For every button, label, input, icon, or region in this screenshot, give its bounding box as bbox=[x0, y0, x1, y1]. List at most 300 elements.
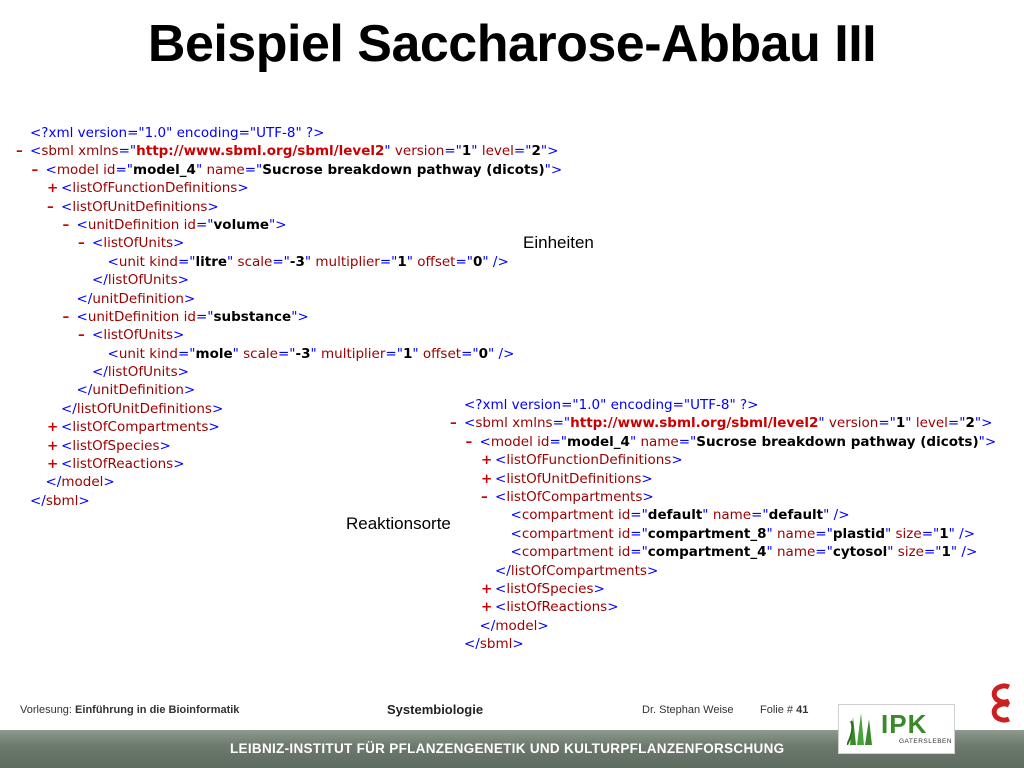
slide-title: Beispiel Saccharose-Abbau III bbox=[147, 15, 877, 73]
xml-token-tag: listOfCompartments bbox=[506, 488, 643, 505]
xml-token-tag: listOfCompartments bbox=[72, 419, 209, 436]
xml-token-sym: > bbox=[159, 437, 171, 454]
xml-token-url: http://www.sbml.org/sbml/level2 bbox=[570, 415, 819, 432]
xml-token-sym: =" bbox=[878, 415, 896, 432]
xml-line-text bbox=[495, 488, 654, 506]
xml-line bbox=[448, 580, 1018, 598]
xml-token-val: default bbox=[647, 507, 703, 524]
expand-toggle[interactable]: + bbox=[47, 180, 59, 197]
lecture-title: Einführung in die Bioinformatik bbox=[75, 704, 240, 716]
xml-token-tag: unitDefinition bbox=[87, 216, 184, 233]
xml-token-tag: listOfFunctionDefinitions bbox=[72, 180, 238, 197]
xml-token-val: Sucrose breakdown pathway (dicots) bbox=[696, 433, 979, 450]
xml-token-sym: </ bbox=[76, 290, 93, 307]
xml-token-val: compartment_8 bbox=[647, 525, 767, 542]
xml-token-sym: < bbox=[495, 452, 507, 469]
xml-line-text bbox=[77, 216, 287, 234]
xml-token-sym: =" bbox=[115, 161, 133, 178]
xml-token-sym: > bbox=[646, 562, 659, 579]
xml-token-val: 1 bbox=[402, 345, 413, 362]
xml-token-sym: </ bbox=[45, 474, 62, 491]
folie-prefix: Folie # bbox=[760, 704, 797, 716]
expand-toggle[interactable]: + bbox=[47, 437, 59, 454]
xml-token-tag: listOfUnits bbox=[103, 327, 174, 344]
xml-token-val: 1 bbox=[939, 525, 949, 542]
xml-token-val: model_4 bbox=[567, 433, 630, 450]
collapse-toggle[interactable]: – bbox=[31, 161, 39, 178]
xml-token-tag: listOfUnitDefinitions bbox=[76, 400, 212, 417]
xml-token-sym: < bbox=[45, 161, 57, 178]
xml-token-sym: =" bbox=[379, 253, 398, 270]
xml-token-attr: kind bbox=[149, 345, 178, 362]
expand-toggle[interactable]: + bbox=[481, 452, 493, 469]
xml-token-val: -3 bbox=[289, 253, 305, 270]
xml-token-attr: size bbox=[895, 525, 922, 542]
xml-line-text bbox=[480, 433, 997, 451]
xml-token-tag: listOfCompartments bbox=[510, 562, 647, 579]
xml-token-sym: " bbox=[412, 345, 423, 362]
xml-line bbox=[448, 433, 1018, 451]
xml-token-tag: listOfUnits bbox=[103, 235, 174, 252]
xml-token-attr: kind bbox=[149, 253, 178, 270]
xml-token-attr: level bbox=[915, 415, 948, 432]
xml-token-url: http://www.sbml.org/sbml/level2 bbox=[136, 143, 385, 160]
xml-line-text bbox=[46, 161, 563, 179]
folie-number bbox=[760, 704, 808, 716]
xml-token-sym: </ bbox=[92, 272, 108, 289]
xml-token-val: 1 bbox=[397, 253, 407, 270]
collapse-toggle[interactable]: – bbox=[62, 216, 70, 233]
xml-token-sym: > bbox=[173, 456, 185, 473]
xml-token-sym: > bbox=[183, 382, 196, 399]
xml-token-sym: " bbox=[195, 161, 207, 178]
xml-line-text bbox=[495, 598, 619, 616]
xml-line bbox=[448, 635, 1018, 653]
xml-token-sym: =" bbox=[272, 253, 290, 270]
xml-token-sym: > bbox=[237, 180, 249, 197]
xml-token-val: Sucrose breakdown pathway (dicots) bbox=[262, 161, 545, 178]
xml-token-tag: unit bbox=[118, 345, 150, 362]
xml-token-sym: < bbox=[92, 235, 104, 252]
xml-token-sym: "> bbox=[544, 161, 563, 178]
xml-token-tag: compartment bbox=[521, 525, 618, 542]
xml-line-text bbox=[30, 124, 324, 142]
xml-token-sym: =" bbox=[177, 345, 196, 362]
xml-token-tag: compartment bbox=[521, 507, 618, 524]
xml-token-sym: =" bbox=[815, 544, 833, 561]
xml-token-attr: id bbox=[183, 308, 196, 325]
collapse-toggle[interactable]: – bbox=[16, 143, 23, 160]
xml-token-sym: =" bbox=[815, 525, 833, 542]
xml-token-tag: unitDefinition bbox=[92, 290, 184, 307]
xml-token-sym: =" bbox=[751, 507, 769, 524]
xml-line-text bbox=[61, 179, 249, 197]
xml-token-sym: " bbox=[406, 253, 418, 270]
xml-token-attr: name bbox=[712, 507, 752, 524]
xml-line-text bbox=[511, 543, 978, 561]
einheiten-label: Einheiten bbox=[523, 233, 594, 252]
xml-token-sym: " /> bbox=[948, 525, 976, 542]
xml-token-sym: " bbox=[887, 544, 898, 561]
xml-token-sym: " /> bbox=[482, 253, 509, 270]
xml-line-text bbox=[495, 580, 605, 598]
xml-token-sym: < bbox=[61, 198, 73, 215]
author-label: Dr. Stephan Weise bbox=[642, 704, 734, 716]
xml-token-attr: size bbox=[897, 544, 924, 561]
xml-token-tag: model bbox=[56, 161, 104, 178]
xml-token-attr: scale bbox=[237, 253, 273, 270]
collapse-toggle[interactable]: – bbox=[465, 433, 473, 450]
xml-token-sym: </ bbox=[92, 364, 108, 381]
xml-token-attr: offset bbox=[417, 253, 456, 270]
xml-token-val: litre bbox=[195, 253, 228, 270]
xml-token-sym: " bbox=[232, 345, 244, 362]
xml-token-sym: < bbox=[510, 507, 522, 524]
institute-name: LEIBNIZ-INSTITUT FÜR PFLANZENGENETIK UND KULTURPFLANZENFORSCHUNG bbox=[230, 741, 785, 756]
xml-line bbox=[14, 216, 614, 234]
xml-line bbox=[448, 543, 1018, 561]
xml-line-text bbox=[92, 363, 189, 381]
xml-line-text bbox=[61, 455, 185, 473]
xml-token-sym: < bbox=[495, 470, 507, 487]
xml-token-tag: listOfReactions bbox=[72, 456, 174, 473]
xml-token-sym: =" bbox=[177, 253, 196, 270]
xml-token-sym: < bbox=[510, 544, 522, 561]
xml-token-val: 1 bbox=[941, 544, 951, 561]
xml-token-sym: > bbox=[607, 599, 619, 616]
xml-line-text bbox=[464, 414, 992, 432]
xml-token-sym: < bbox=[495, 580, 507, 597]
xml-line bbox=[448, 451, 1018, 469]
xml-line bbox=[448, 506, 1018, 524]
xml-token-sym: " /> bbox=[488, 345, 515, 362]
xml-token-sym: =" bbox=[513, 143, 532, 160]
xml-line-text bbox=[464, 635, 524, 653]
xml-token-sym: =" bbox=[244, 161, 263, 178]
xml-token-sym: " bbox=[310, 345, 321, 362]
xml-token-sym: > bbox=[78, 492, 90, 509]
xml-line-text bbox=[46, 473, 115, 491]
xml-token-attr: id bbox=[183, 216, 196, 233]
xml-line-text bbox=[495, 562, 658, 580]
xml-token-tag: compartment bbox=[521, 544, 618, 561]
lecture-info bbox=[20, 704, 239, 716]
xml-token-sym: </ bbox=[495, 562, 511, 579]
ipk-logo-text: IPK bbox=[881, 709, 928, 739]
xml-token-attr: version bbox=[828, 415, 879, 432]
xml-line bbox=[14, 179, 614, 197]
xml-token-val: plastid bbox=[832, 525, 885, 542]
xml-line-text bbox=[108, 253, 509, 271]
xml-token-attr: id bbox=[617, 544, 631, 561]
xml-token-attr: version bbox=[394, 143, 445, 160]
xml-token-val: default bbox=[768, 507, 824, 524]
xml-token-sym: =" bbox=[552, 415, 571, 432]
xml-token-sym: > bbox=[173, 235, 185, 252]
xml-token-sym: "> bbox=[291, 308, 309, 325]
xml-token-sym: < bbox=[30, 143, 42, 160]
xml-line bbox=[448, 598, 1018, 616]
xml-line-text bbox=[480, 617, 549, 635]
xml-line bbox=[448, 414, 1018, 432]
ipk-logo-subtext: GATERSLEBEN bbox=[899, 738, 953, 745]
xml-token-tag: sbml bbox=[479, 636, 513, 653]
xml-token-sym: "> bbox=[540, 143, 559, 160]
xml-token-val: 1 bbox=[895, 415, 906, 432]
xml-line bbox=[14, 290, 614, 308]
xml-token-sym: =" bbox=[630, 507, 648, 524]
collapse-toggle[interactable]: – bbox=[78, 327, 85, 344]
xml-token-val: 2 bbox=[965, 415, 975, 432]
xml-token-attr: id bbox=[617, 507, 631, 524]
xml-token-sym: > bbox=[208, 419, 220, 436]
xml-token-tag: unitDefinition bbox=[87, 308, 184, 325]
xml-token-sym: " bbox=[766, 544, 777, 561]
xml-token-sym: " bbox=[227, 253, 238, 270]
xml-token-val: substance bbox=[213, 308, 292, 325]
xml-token-tag: model bbox=[495, 617, 538, 634]
xml-token-sym: </ bbox=[61, 400, 77, 417]
xml-token-tag: listOfUnits bbox=[107, 272, 178, 289]
xml-token-val: 1 bbox=[461, 143, 472, 160]
xml-token-tag: sbml bbox=[45, 492, 79, 509]
xml-token-attr: multiplier bbox=[315, 253, 380, 270]
xml-token-sym: =" bbox=[630, 544, 648, 561]
topic-label: Systembiologie bbox=[387, 702, 484, 717]
xml-token-tag: sbml bbox=[475, 415, 513, 432]
xml-token-sym: " bbox=[766, 525, 777, 542]
xml-line-text bbox=[511, 506, 850, 524]
lecture-prefix: Vorlesung: bbox=[20, 704, 76, 716]
xml-line bbox=[448, 562, 1018, 580]
xml-token-sym: "> bbox=[269, 216, 287, 233]
xml-token-sym: =" bbox=[455, 253, 474, 270]
xml-token-sym: " bbox=[818, 415, 829, 432]
xml-line bbox=[14, 142, 614, 160]
xml-token-val: model_4 bbox=[133, 161, 196, 178]
expand-toggle[interactable]: + bbox=[481, 580, 493, 597]
xml-token-tag: listOfReactions bbox=[506, 599, 608, 616]
xml-line-text bbox=[464, 396, 758, 414]
xml-token-sym: > bbox=[173, 327, 185, 344]
xml-token-sym: < bbox=[107, 253, 119, 270]
xml-token-sym: < bbox=[479, 433, 491, 450]
xml-line bbox=[14, 345, 614, 363]
leibniz-logo-icon bbox=[985, 683, 1015, 723]
xml-token-attr: level bbox=[481, 143, 514, 160]
collapse-toggle[interactable]: – bbox=[450, 415, 457, 432]
xml-token-tag: sbml bbox=[41, 143, 79, 160]
xml-line bbox=[14, 363, 614, 381]
xml-token-sym: < bbox=[76, 308, 88, 325]
xml-line bbox=[14, 326, 614, 344]
xml-token-tag: listOfUnits bbox=[107, 364, 178, 381]
xml-token-val: -3 bbox=[295, 345, 311, 362]
xml-compartments-listing bbox=[448, 396, 1018, 653]
xml-token-sym: < bbox=[495, 599, 507, 616]
xml-token-sym: < bbox=[107, 345, 119, 362]
xml-token-sym: < bbox=[510, 525, 522, 542]
xml-token-sym: </ bbox=[30, 492, 46, 509]
xml-token-attr: name bbox=[776, 544, 816, 561]
xml-token-sym: < bbox=[61, 419, 73, 436]
expand-toggle[interactable]: + bbox=[47, 456, 59, 473]
xml-token-tag: model bbox=[490, 433, 538, 450]
xml-token-attr: multiplier bbox=[320, 345, 386, 362]
xml-token-tag: listOfFunctionDefinitions bbox=[506, 452, 672, 469]
xml-line-text bbox=[92, 326, 184, 344]
xml-token-sym: > bbox=[177, 364, 189, 381]
xml-token-sym: " bbox=[885, 525, 896, 542]
xml-line-text bbox=[77, 290, 196, 308]
xml-token-sym: " bbox=[702, 507, 713, 524]
xml-token-sym: " bbox=[905, 415, 916, 432]
xml-line-text bbox=[30, 492, 90, 510]
reaktionsorte-label: Reaktionsorte bbox=[346, 514, 451, 533]
xml-token-val: 2 bbox=[531, 143, 541, 160]
xml-token-sym: > bbox=[211, 400, 224, 417]
xml-token-sym: > bbox=[593, 580, 605, 597]
xml-token-tag: listOfSpecies bbox=[72, 437, 160, 454]
xml-token-sym: =" bbox=[385, 345, 403, 362]
xml-token-val: mole bbox=[195, 345, 233, 362]
xml-token-sym: " bbox=[629, 433, 641, 450]
xml-token-sym: "> bbox=[974, 415, 993, 432]
xml-token-sym: =" bbox=[118, 143, 137, 160]
xml-token-tag: model bbox=[61, 474, 104, 491]
xml-token-sym: =" bbox=[947, 415, 966, 432]
xml-token-sym: " bbox=[471, 143, 482, 160]
xml-line-text bbox=[61, 198, 219, 216]
xml-token-sym: " bbox=[384, 143, 395, 160]
xml-token-attr: id bbox=[617, 525, 631, 542]
xml-token-sym: =" bbox=[678, 433, 697, 450]
xml-line bbox=[448, 488, 1018, 506]
xml-token-sym: > bbox=[642, 488, 654, 505]
collapse-toggle[interactable]: – bbox=[47, 198, 54, 215]
xml-line bbox=[14, 271, 614, 289]
xml-token-attr: name bbox=[776, 525, 816, 542]
expand-toggle[interactable]: + bbox=[481, 470, 493, 487]
xml-token-val: cytosol bbox=[832, 544, 888, 561]
xml-line-text bbox=[495, 451, 683, 469]
xml-token-sym: > bbox=[183, 290, 196, 307]
xml-line bbox=[14, 308, 614, 326]
xml-line bbox=[14, 161, 614, 179]
xml-line bbox=[448, 617, 1018, 635]
folie-value: 41 bbox=[796, 704, 809, 716]
xml-token-attr: xmlns bbox=[512, 415, 553, 432]
xml-token-attr: id bbox=[103, 161, 116, 178]
xml-line bbox=[14, 198, 614, 216]
xml-line-text bbox=[511, 525, 976, 543]
xml-token-sym: "> bbox=[978, 433, 997, 450]
xml-token-attr: name bbox=[640, 433, 679, 450]
xml-line-text bbox=[92, 271, 189, 289]
xml-token-attr: name bbox=[206, 161, 245, 178]
collapse-toggle[interactable]: – bbox=[78, 235, 85, 252]
xml-token-val: volume bbox=[213, 216, 270, 233]
xml-token-tag: unitDefinition bbox=[92, 382, 184, 399]
xml-line bbox=[448, 525, 1018, 543]
xml-token-sym: > bbox=[671, 452, 683, 469]
ipk-logo bbox=[838, 704, 955, 754]
grass-icon bbox=[847, 711, 877, 745]
xml-token-sym: </ bbox=[464, 636, 480, 653]
xml-token-sym: " /> bbox=[950, 544, 978, 561]
xml-token-sym: < bbox=[61, 437, 73, 454]
xml-token-sym: =" bbox=[923, 544, 942, 561]
expand-toggle[interactable]: + bbox=[481, 599, 493, 616]
expand-toggle[interactable]: + bbox=[47, 419, 59, 436]
xml-token-sym: < bbox=[464, 415, 476, 432]
xml-token-sym: </ bbox=[76, 382, 93, 399]
xml-token-attr: id bbox=[537, 433, 550, 450]
xml-token-attr: scale bbox=[243, 345, 278, 362]
xml-token-sym: =" bbox=[444, 143, 462, 160]
xml-token-attr: xmlns bbox=[78, 143, 119, 160]
xml-token-tag: listOfUnitDefinitions bbox=[72, 198, 208, 215]
xml-line bbox=[448, 470, 1018, 488]
xml-token-sym: > bbox=[512, 636, 524, 653]
xml-token-sym: =" bbox=[461, 345, 479, 362]
xml-line-text bbox=[61, 418, 220, 436]
xml-line-text bbox=[30, 142, 558, 160]
xml-token-tag: listOfSpecies bbox=[506, 580, 594, 597]
xml-token-tag: unit bbox=[118, 253, 150, 270]
xml-line-text bbox=[495, 470, 653, 488]
xml-token-sym: > bbox=[537, 617, 549, 634]
xml-line-text bbox=[92, 234, 184, 252]
xml-line bbox=[14, 124, 614, 142]
xml-line-text bbox=[61, 400, 223, 418]
xml-token-sym: < bbox=[61, 456, 73, 473]
xml-token-sym: =" bbox=[630, 525, 648, 542]
xml-token-val: 0 bbox=[478, 345, 489, 362]
xml-token-sym: =" bbox=[277, 345, 296, 362]
xml-token-sym: < bbox=[92, 327, 104, 344]
collapse-toggle[interactable]: – bbox=[62, 308, 70, 325]
xml-token-sym: =" bbox=[195, 216, 214, 233]
xml-token-sym: </ bbox=[479, 617, 496, 634]
xml-token-sym: < bbox=[76, 216, 88, 233]
xml-line-text bbox=[77, 381, 196, 399]
xml-token-sym: > bbox=[103, 474, 115, 491]
xml-token-sym: > bbox=[177, 272, 189, 289]
xml-line-text bbox=[77, 308, 309, 326]
xml-line bbox=[14, 253, 614, 271]
xml-token-val: 0 bbox=[473, 253, 483, 270]
xml-token-sym: < bbox=[495, 488, 507, 505]
xml-token-sym: < bbox=[61, 180, 73, 197]
xml-token-sym: " /> bbox=[823, 507, 850, 524]
xml-token-val: compartment_4 bbox=[647, 544, 767, 561]
xml-line-text bbox=[108, 345, 515, 363]
xml-token-tag: listOfUnitDefinitions bbox=[506, 470, 642, 487]
xml-token-pi: <?xml version="1.0" encoding="UTF-8" ?> bbox=[30, 125, 325, 141]
xml-token-sym: > bbox=[207, 198, 219, 215]
xml-token-sym: =" bbox=[921, 525, 940, 542]
xml-token-attr: offset bbox=[422, 345, 462, 362]
xml-line bbox=[448, 396, 1018, 414]
xml-token-pi: <?xml version="1.0" encoding="UTF-8" ?> bbox=[464, 397, 759, 413]
xml-token-sym: =" bbox=[549, 433, 567, 450]
xml-token-sym: > bbox=[641, 470, 653, 487]
xml-token-sym: =" bbox=[195, 308, 214, 325]
collapse-toggle[interactable]: – bbox=[481, 488, 488, 505]
xml-token-sym: " bbox=[304, 253, 316, 270]
xml-line-text bbox=[61, 437, 171, 455]
